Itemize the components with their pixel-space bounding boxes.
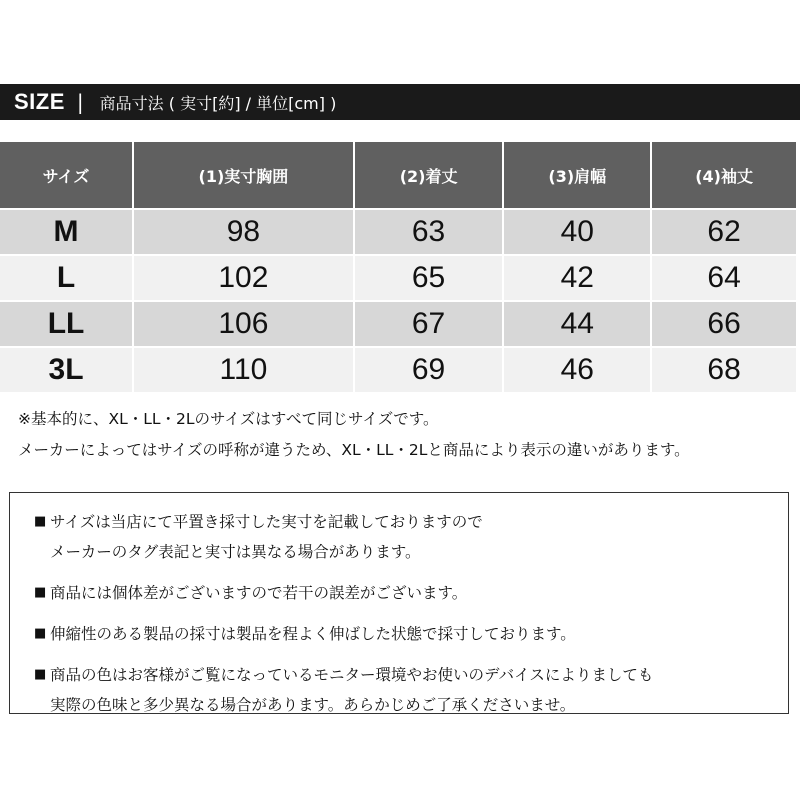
notice-text: メーカーのタグ表記と実寸は異なる場合があります。 — [50, 543, 421, 561]
note-line: ※基本的に、XL・LL・2Lのサイズはすべて同じサイズです。 — [18, 410, 439, 428]
chest-cell: 98 — [134, 210, 353, 254]
notice-text: 伸縮性のある製品の採寸は製品を程よく伸ばした状態で採寸しております。 — [50, 625, 576, 643]
notice-item — [34, 660, 653, 720]
shoulder-cell: 42 — [504, 256, 650, 300]
column-header-size: サイズ — [0, 142, 132, 208]
length-cell: 69 — [355, 348, 503, 392]
length-cell: 65 — [355, 256, 503, 300]
notice-text: 実際の色味と多少異なる場合があります。あらかじめご了承くださいませ。 — [50, 696, 576, 714]
column-header-chest: (1)実寸胸囲 — [134, 142, 353, 208]
square-bullet-icon: ■ — [34, 585, 47, 600]
notice-text: サイズは当店にて平置き採寸した実寸を記載しておりますので — [50, 513, 483, 531]
size-header-bar — [0, 84, 800, 120]
size-notes — [18, 404, 690, 466]
table-row — [0, 348, 796, 392]
notice-text: 商品には個体差がございますので若干の誤差がございます。 — [50, 584, 468, 602]
table-row — [0, 210, 796, 254]
size-description: 商品寸法 ( 実寸[約] / 単位[cm] ) — [99, 93, 337, 113]
title-separator: | — [76, 90, 84, 114]
table-row — [0, 302, 796, 346]
shoulder-cell: 40 — [504, 210, 650, 254]
shoulder-cell: 44 — [504, 302, 650, 346]
sleeve-cell: 62 — [652, 210, 796, 254]
notice-box — [9, 492, 789, 714]
notice-item — [34, 619, 653, 649]
chest-cell: 102 — [134, 256, 353, 300]
sleeve-cell: 66 — [652, 302, 796, 346]
size-cell: M — [0, 210, 132, 254]
size-table — [0, 140, 798, 394]
table-row — [0, 256, 796, 300]
length-cell: 67 — [355, 302, 503, 346]
table-header-row — [0, 142, 796, 208]
square-bullet-icon: ■ — [34, 514, 47, 529]
chest-cell: 106 — [134, 302, 353, 346]
size-title: SIZE — [14, 89, 65, 114]
size-cell: 3L — [0, 348, 132, 392]
notice-item — [34, 578, 653, 608]
column-header-sleeve: (4)袖丈 — [652, 142, 796, 208]
notice-list — [34, 507, 653, 731]
column-header-length: (2)着丈 — [355, 142, 503, 208]
column-header-shoulder: (3)肩幅 — [504, 142, 650, 208]
sleeve-cell: 68 — [652, 348, 796, 392]
notice-item — [34, 507, 653, 567]
square-bullet-icon: ■ — [34, 667, 47, 682]
note-line: メーカーによってはサイズの呼称が違うため、XL・LL・2Lと商品により表示の違いがあります。 — [18, 441, 690, 459]
chest-cell: 110 — [134, 348, 353, 392]
length-cell: 63 — [355, 210, 503, 254]
notice-text: 商品の色はお客様がご覧になっているモニター環境やお使いのデバイスによりましても — [50, 666, 654, 684]
sleeve-cell: 64 — [652, 256, 796, 300]
shoulder-cell: 46 — [504, 348, 650, 392]
size-cell: LL — [0, 302, 132, 346]
square-bullet-icon: ■ — [34, 626, 47, 641]
size-cell: L — [0, 256, 132, 300]
